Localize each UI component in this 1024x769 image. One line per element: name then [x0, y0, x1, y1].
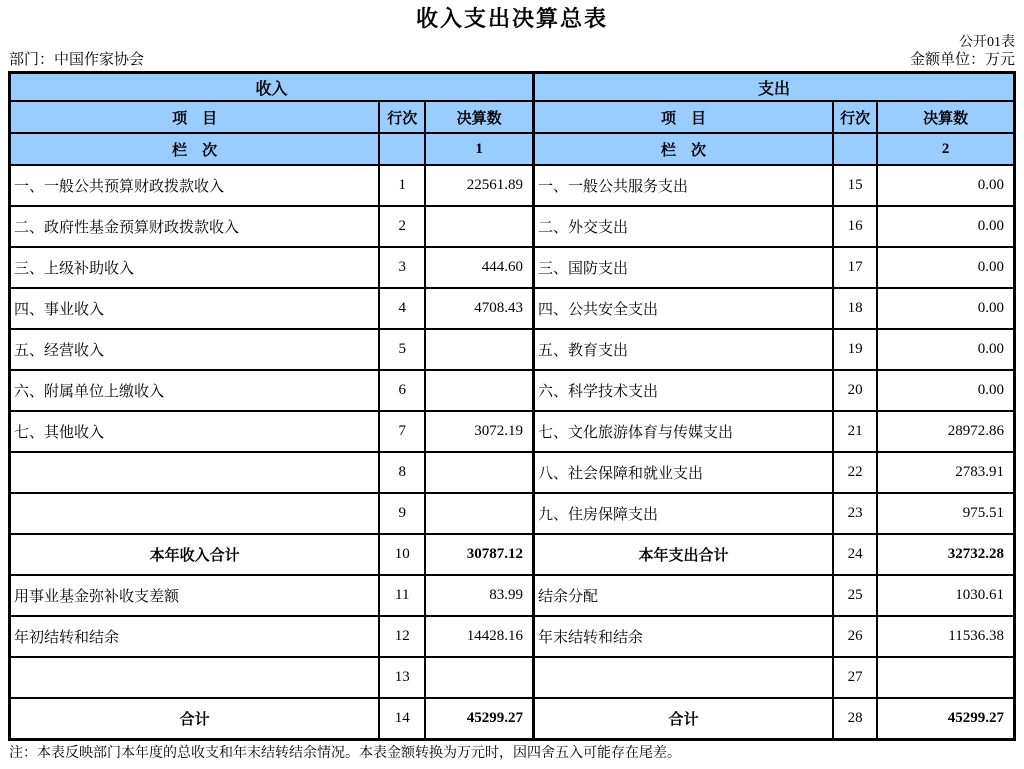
expense-amount-cell: 32732.28 — [877, 534, 1014, 575]
income-amount-cell — [425, 493, 533, 534]
expense-amount-cell: 0.00 — [877, 247, 1014, 288]
income-item-cell: 二、政府性基金预算财政拨款收入 — [10, 206, 380, 247]
expense-amount-cell: 1030.61 — [877, 575, 1014, 616]
table-row — [10, 698, 1015, 740]
income-line-header: 行次 — [379, 101, 425, 133]
expense-line-cell: 24 — [833, 534, 877, 575]
income-line-cell: 2 — [379, 206, 425, 247]
income-item-cell: 本年收入合计 — [10, 534, 380, 575]
expense-amount-cell: 975.51 — [877, 493, 1014, 534]
income-amount-cell: 30787.12 — [425, 534, 533, 575]
expense-line-cell: 25 — [833, 575, 877, 616]
expense-line-cell: 17 — [833, 247, 877, 288]
table-header — [10, 73, 1015, 166]
expense-item-cell: 八、社会保障和就业支出 — [534, 452, 834, 493]
income-item-cell — [10, 493, 380, 534]
expense-line-cell: 26 — [833, 616, 877, 657]
unit-label: 金额单位：万元 — [909, 52, 1015, 68]
expense-line-cell: 20 — [833, 370, 877, 411]
income-amount-cell — [425, 657, 533, 698]
income-line-cell: 10 — [379, 534, 425, 575]
table-row — [10, 493, 1015, 534]
income-item-cell: 七、其他收入 — [10, 411, 380, 452]
column-header-row — [10, 101, 1015, 133]
expense-item-cell: 六、科学技术支出 — [534, 370, 834, 411]
expense-line-cell: 15 — [833, 165, 877, 206]
expense-item-cell: 四、公共安全支出 — [534, 288, 834, 329]
expense-item-header: 项 目 — [534, 101, 834, 133]
department-label: 部门：中国作家协会 — [9, 52, 145, 68]
expense-amount-header: 决算数 — [877, 101, 1014, 133]
income-line-cell: 7 — [379, 411, 425, 452]
income-amount-cell — [425, 329, 533, 370]
expense-item-cell: 三、国防支出 — [534, 247, 834, 288]
expense-line-cell: 19 — [833, 329, 877, 370]
meta-line — [9, 51, 1015, 70]
expense-item-cell: 七、文化旅游体育与传媒支出 — [534, 411, 834, 452]
expense-line-cell: 28 — [833, 698, 877, 740]
expense-item-cell: 五、教育支出 — [534, 329, 834, 370]
page-title: 收入支出决算总表 — [415, 6, 608, 31]
expense-amount-cell: 2783.91 — [877, 452, 1014, 493]
summary-table — [8, 71, 1016, 741]
expense-amount-cell: 0.00 — [877, 288, 1014, 329]
income-line-cell: 1 — [379, 165, 425, 206]
expense-line-cell: 16 — [833, 206, 877, 247]
income-amount-header: 决算数 — [425, 101, 533, 133]
expense-item-cell: 合计 — [534, 698, 834, 740]
expense-amount-cell — [877, 657, 1014, 698]
table-row — [10, 370, 1015, 411]
expense-amount-cell: 45299.27 — [877, 698, 1014, 740]
expense-item-cell: 九、住房保障支出 — [534, 493, 834, 534]
income-amount-cell: 45299.27 — [425, 698, 533, 740]
expense-line-cell: 21 — [833, 411, 877, 452]
income-item-cell — [10, 452, 380, 493]
expense-item-cell: 本年支出合计 — [534, 534, 834, 575]
footnote: 注：本表反映部门本年度的总收支和年末结转结余情况。本表金额转换为万元时，因四舍五入可能存在尾差。 — [9, 746, 681, 761]
expense-item-cell — [534, 657, 834, 698]
expense-section-header: 支出 — [534, 73, 1015, 102]
income-line-cell: 8 — [379, 452, 425, 493]
income-item-header: 项 目 — [10, 101, 380, 133]
income-line-cell: 6 — [379, 370, 425, 411]
income-amount-cell: 4708.43 — [425, 288, 533, 329]
expense-lane-line-blank — [833, 133, 877, 165]
form-code-label: 公开01表 — [959, 35, 1015, 50]
expense-lane-label: 栏 次 — [534, 133, 834, 165]
table-row — [10, 206, 1015, 247]
income-item-cell: 四、事业收入 — [10, 288, 380, 329]
income-amount-cell: 83.99 — [425, 575, 533, 616]
expense-item-cell: 结余分配 — [534, 575, 834, 616]
income-item-cell: 五、经营收入 — [10, 329, 380, 370]
income-line-cell: 4 — [379, 288, 425, 329]
expense-amount-cell: 11536.38 — [877, 616, 1014, 657]
expense-item-cell: 年末结转和结余 — [534, 616, 834, 657]
income-column-number: 1 — [425, 133, 533, 165]
expense-amount-cell: 0.00 — [877, 206, 1014, 247]
table-row — [10, 575, 1015, 616]
expense-amount-cell: 28972.86 — [877, 411, 1014, 452]
table-row — [10, 247, 1015, 288]
table-row — [10, 411, 1015, 452]
income-amount-cell: 22561.89 — [425, 165, 533, 206]
income-line-cell: 14 — [379, 698, 425, 740]
table-row — [10, 329, 1015, 370]
income-line-cell: 9 — [379, 493, 425, 534]
table-row — [10, 452, 1015, 493]
expense-line-cell: 23 — [833, 493, 877, 534]
income-amount-cell: 3072.19 — [425, 411, 533, 452]
income-item-cell: 一、一般公共预算财政拨款收入 — [10, 165, 380, 206]
income-item-cell: 六、附属单位上缴收入 — [10, 370, 380, 411]
expense-line-cell: 18 — [833, 288, 877, 329]
table-row — [10, 657, 1015, 698]
income-amount-cell — [425, 206, 533, 247]
table-row — [10, 288, 1015, 329]
income-amount-cell: 14428.16 — [425, 616, 533, 657]
table-body — [10, 165, 1015, 740]
expense-column-number: 2 — [877, 133, 1014, 165]
income-line-cell: 11 — [379, 575, 425, 616]
income-section-header: 收入 — [10, 73, 534, 102]
income-amount-cell: 444.60 — [425, 247, 533, 288]
income-item-cell: 合计 — [10, 698, 380, 740]
income-line-cell: 5 — [379, 329, 425, 370]
expense-amount-cell: 0.00 — [877, 329, 1014, 370]
expense-item-cell: 一、一般公共服务支出 — [534, 165, 834, 206]
income-item-cell: 三、上级补助收入 — [10, 247, 380, 288]
expense-amount-cell: 0.00 — [877, 370, 1014, 411]
expense-line-cell: 27 — [833, 657, 877, 698]
income-item-cell — [10, 657, 380, 698]
lane-number-row — [10, 133, 1015, 165]
income-amount-cell — [425, 452, 533, 493]
income-lane-line-blank — [379, 133, 425, 165]
table-row — [10, 165, 1015, 206]
expense-item-cell: 二、外交支出 — [534, 206, 834, 247]
expense-line-header: 行次 — [833, 101, 877, 133]
table-row — [10, 616, 1015, 657]
section-header-row — [10, 73, 1015, 102]
income-item-cell: 用事业基金弥补收支差额 — [10, 575, 380, 616]
income-amount-cell — [425, 370, 533, 411]
table-row — [10, 534, 1015, 575]
income-line-cell: 3 — [379, 247, 425, 288]
expense-amount-cell: 0.00 — [877, 165, 1014, 206]
expense-line-cell: 22 — [833, 452, 877, 493]
income-line-cell: 13 — [379, 657, 425, 698]
income-lane-label: 栏 次 — [10, 133, 380, 165]
income-line-cell: 12 — [379, 616, 425, 657]
income-item-cell: 年初结转和结余 — [10, 616, 380, 657]
